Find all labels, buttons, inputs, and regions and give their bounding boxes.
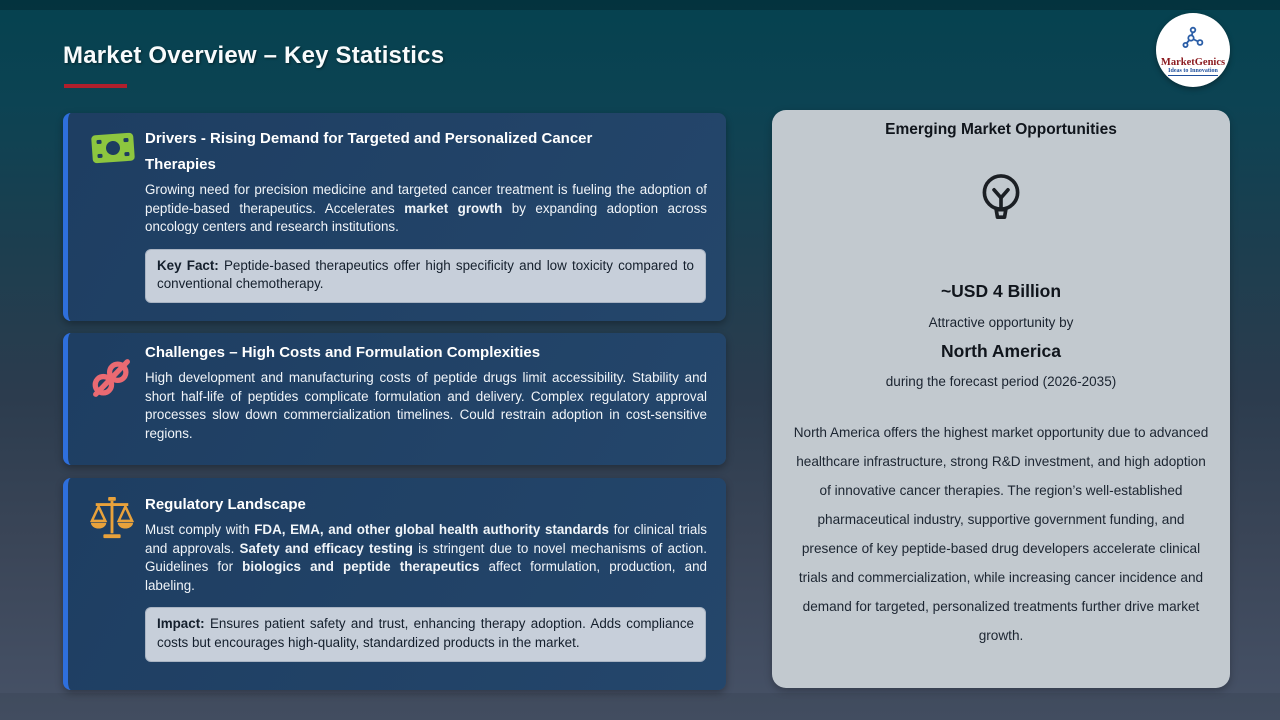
opportunity-lead-in: Attractive opportunity by: [928, 315, 1074, 330]
card-regulatory: [63, 478, 726, 690]
card-title: Challenges – High Costs and Formulation Complexities: [145, 344, 541, 361]
card-body: Growing need for precision medicine and targeted cancer treatment is fueling the adoption of peptide-based therapeutics. Accelerates market growth by expanding adoption across oncology centers and research institutions.: [145, 182, 707, 235]
opportunity-description: North America offers the highest market opportunity due to advanced healthcare infrastructure, strong R&D investment, and high adoption of innovative cancer therapies. The region’s well-established pharmaceutical industry, supportive government funding, and presence of key peptide-based drug developers accelerate clinical trials and commercialization, while increasing cancer incidence and demand for targeted, personalized treatments further drive market growth.: [793, 425, 1209, 643]
opportunity-region: North America: [941, 341, 1061, 361]
callout-label: Impact:: [157, 616, 205, 632]
impact-box: [145, 607, 706, 661]
opportunity-panel: [772, 110, 1230, 688]
broken-link-icon: [89, 355, 135, 406]
panel-title: Emerging Market Opportunities: [885, 121, 1117, 138]
top-band: [0, 0, 1280, 10]
card-drivers: [63, 113, 726, 321]
logo: [1156, 13, 1230, 87]
logo-brand: MarketGenics: [1160, 56, 1226, 68]
card-title: Drivers - Rising Demand for Targeted and Personalized Cancer Therapies: [145, 130, 593, 173]
title-underline: [64, 84, 127, 88]
callout-label: Key Fact:: [157, 257, 219, 273]
card-body: High development and manufacturing costs of peptide drugs limit accessibility. Stability and short half-life of peptides complicate formulation and delivery. Complex regulatory approval processes slow down commercialization timelines. Could restrain adoption in cost-sensitive regions.: [145, 370, 707, 441]
key-fact-box: [145, 249, 706, 303]
bottom-band: [0, 693, 1280, 720]
page-title: Market Overview – Key Statistics: [63, 42, 445, 69]
card-body: Must comply with FDA, EMA, and other global health authority standards for clinical trials and approvals. Safety and efficacy testing is stringent due to novel mechanisms of action. Guidelines for biologics and peptide therapeutics affect formulation, production, and labeling.: [145, 522, 708, 593]
callout-text: Peptide-based therapeutics offer high specificity and low toxicity compared to conventional chemotherapy.: [157, 257, 695, 292]
opportunity-value: ~USD 4 Billion: [940, 281, 1062, 301]
card-challenges: [63, 333, 726, 465]
molecule-icon: [1180, 25, 1206, 56]
scales-icon: [89, 496, 135, 545]
opportunity-period: during the forecast period (2026-2035): [885, 374, 1117, 389]
lightbulb-icon: [975, 170, 1027, 235]
callout-text: Ensures patient safety and trust, enhancing therapy adoption. Adds compliance costs but encourages high-quality, standardized products in the market.: [157, 616, 694, 650]
logo-tagline: Ideas to Innovation: [1168, 67, 1218, 74]
money-icon: [89, 129, 137, 172]
card-title: Regulatory Landscape: [145, 496, 306, 513]
